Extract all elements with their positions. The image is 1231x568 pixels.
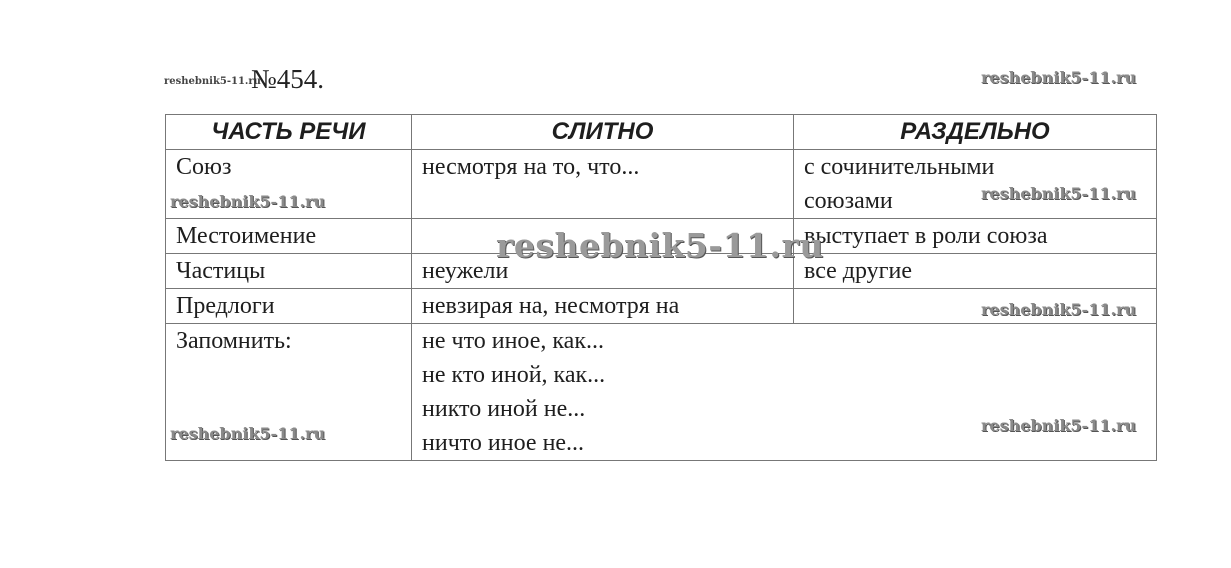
cell-separate-line: с сочинительными bbox=[804, 154, 995, 180]
cell-separate: выступает в роли союза bbox=[794, 219, 1157, 254]
cell-separate: все другие bbox=[794, 254, 1157, 289]
watermark: reshebnik5-11.ru bbox=[981, 416, 1137, 435]
table-header-row bbox=[166, 115, 1157, 150]
cell-together: невзирая на, несмотря на bbox=[412, 289, 794, 324]
header-small-watermark: reshebnik5-11.ru bbox=[164, 76, 261, 87]
cell-part: Местоимение bbox=[166, 219, 412, 254]
cell-part: Предлоги bbox=[166, 289, 412, 324]
header-separate: РАЗДЕЛЬНО bbox=[794, 115, 1157, 150]
watermark-center: reshebnik5-11.ru bbox=[496, 226, 824, 265]
watermark: reshebnik5-11.ru bbox=[170, 424, 326, 443]
cell-remember-list bbox=[412, 324, 1157, 461]
cell-separate-line: союзами bbox=[804, 188, 893, 214]
cell-part: Союз bbox=[166, 150, 412, 219]
header-together: СЛИТНО bbox=[412, 115, 794, 150]
remember-line: не что иное, как... bbox=[422, 328, 604, 354]
watermark: reshebnik5-11.ru bbox=[170, 192, 326, 211]
remember-line: не кто иной, как... bbox=[422, 362, 606, 388]
spelling-table bbox=[165, 114, 1157, 461]
remember-line: ничто иное не... bbox=[422, 430, 585, 456]
cell-together: неужели bbox=[412, 254, 794, 289]
cell-remember-label: Запомнить: bbox=[166, 324, 412, 461]
watermark-top-right: reshebnik5-11.ru bbox=[981, 68, 1137, 87]
header-part-of-speech: ЧАСТЬ РЕЧИ bbox=[166, 115, 412, 150]
exercise-number: №454. bbox=[251, 64, 325, 94]
watermark: reshebnik5-11.ru bbox=[981, 300, 1137, 319]
cell-part: Частицы bbox=[166, 254, 412, 289]
watermark: reshebnik5-11.ru bbox=[981, 184, 1137, 203]
remember-line: никто иной не... bbox=[422, 396, 586, 422]
cell-together: несмотря на то, что... bbox=[412, 150, 794, 219]
